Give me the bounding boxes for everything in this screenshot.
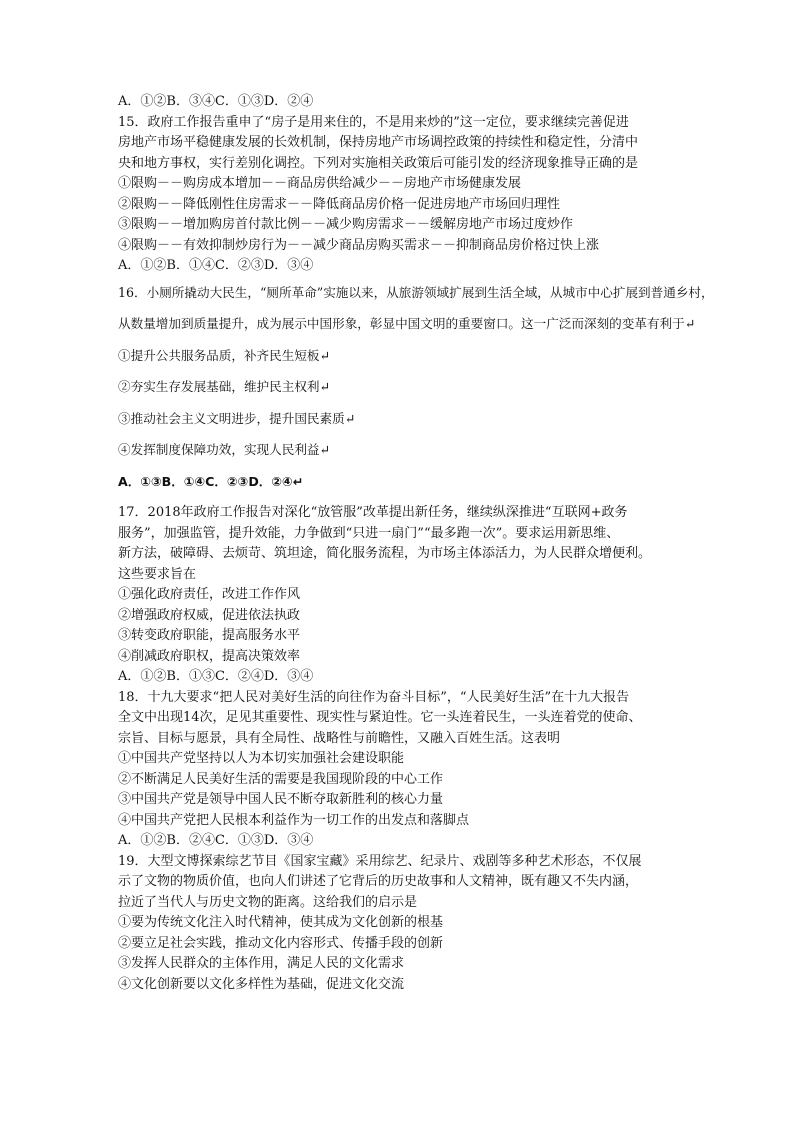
q18-stem-line: 全文中出现14次，足见其重要性、现实性与紧迫性。它一头连着民生，一头连着党的使命、 bbox=[118, 710, 642, 725]
q16-item-4: ④发挥制度保障功效，实现人民利益↵ bbox=[118, 442, 331, 457]
question-15 bbox=[118, 113, 718, 277]
q16-item-3: ③推动社会主义文明进步，提升国民素质↵ bbox=[118, 410, 356, 426]
q18-options: A．①②B．②④C．①③D．③④ bbox=[118, 833, 314, 848]
q18-item-2: ②不断满足人民美好生活的需要是我国现阶段的中心工作 bbox=[118, 771, 444, 787]
question-16 bbox=[118, 277, 718, 498]
q18-stem-line: 宗旨、目标与愿景，具有全局性、战略性与前瞻性，又融入百姓生活。这表明 bbox=[118, 730, 561, 746]
q16-stem-line: 从数量增加到质量提升，成为展示中国形象，彰显中国文明的重要窗口。这一广泛而深刻的变革有利于↵ bbox=[118, 316, 696, 331]
q15-stem-line: 央和地方事权，实行差别化调控。下列对实施相关政策后可能引发的经济现象推导正确的是 bbox=[118, 155, 639, 171]
q16-item-2: ②夯实生存发展基础，维护民主权利↵ bbox=[118, 379, 331, 394]
q17-item-1: ①强化政府责任，改进工作作风 bbox=[118, 587, 301, 602]
q19-stem-line: 19．大型文博探索综艺节目《国家宝藏》采用综艺、纪录片、戏剧等多种艺术形态，不仅展 bbox=[118, 853, 642, 869]
q19-item-3: ③发挥人民群众的主体作用，满足人民的文化需求 bbox=[118, 956, 405, 971]
q17-item-4: ④削减政府职权，提高决策效率 bbox=[118, 648, 301, 664]
q17-stem-line: 新方法，破障碍、去烦苛、筑坦途，简化服务流程，为市场主体添活力，为人民群众增便利。 bbox=[118, 546, 652, 561]
q19-item-4: ④文化创新要以文化多样性为基础，促进文化交流 bbox=[118, 976, 405, 992]
q17-item-3: ③转变政府职能，提高服务水平 bbox=[118, 628, 301, 643]
q18-item-3: ③中国共产党是领导中国人民不断夺取新胜利的核心力量 bbox=[118, 792, 444, 807]
q18-item-1: ①中国共产党坚持以人为本切实加强社会建设职能 bbox=[118, 751, 405, 766]
q19-item-1: ①要为传统文化注入时代精神，使其成为文化创新的根基 bbox=[118, 915, 444, 930]
q15-item-2: ②限购－－降低刚性住房需求－－降低商品房价格一促进房地产市场回归理性 bbox=[118, 196, 561, 212]
q17-stem-line: 17．2018年政府工作报告对深化“放管服”改革提出新任务，继续纵深推进“互联网+政务 bbox=[118, 505, 628, 520]
q19-stem-line: 拉近了当代人与历史文物的距离。这给我们的启示是 bbox=[118, 894, 418, 910]
q15-item-4: ④限购－－有效抑制炒房行为－－减少商品房购买需求－－抑制商品房价格过快上涨 bbox=[118, 237, 600, 253]
q15-stem-line: 房地产市场平稳健康发展的长效机制，保持房地产市场调控政策的持续性和稳定性，分清中 bbox=[118, 135, 639, 150]
q15-item-3: ③限购－－增加购房首付款比例－－减少购房需求－－缓解房地产市场过度炒作 bbox=[118, 217, 574, 232]
q17-stem-line: 服务”，加强监管，提升效能，力争做到“只进一扇门”“最多跑一次”。要求运用新思维、 bbox=[118, 525, 620, 541]
question-18 bbox=[118, 688, 718, 852]
q15-options: A．①②B．①④C．②③D．③④ bbox=[118, 258, 314, 273]
q15-stem-line: 15．政府工作报告重申了“房子是用来住的，不是用来炒的”这一定位，要求继续完善促进 bbox=[118, 114, 629, 130]
question-19 bbox=[118, 852, 718, 996]
q14-options: A．①②B．③④C．①③D．②④ bbox=[118, 94, 314, 109]
q18-item-4: ④中国共产党把人民根本利益作为一切工作的出发点和落脚点 bbox=[118, 812, 470, 828]
q16-options: A．①③B．①④C．②③D．②④↵ bbox=[118, 473, 304, 489]
question-17 bbox=[118, 503, 718, 688]
q18-stem-line: 18．十九大要求“把人民对美好生活的向往作为奋斗目标”，“人民美好生活”在十九大报告 bbox=[118, 689, 630, 705]
q17-stem-line: 这些要求旨在 bbox=[118, 566, 197, 582]
q15-item-1: ①限购－－购房成本增加－－商品房供给减少－－房地产市场健康发展 bbox=[118, 176, 522, 191]
q16-item-1: ①提升公共服务品质，补齐民生短板↵ bbox=[118, 347, 331, 363]
q16-stem-line: 16．小厕所撬动大民生，“厕所革命”实施以来，从旅游领域扩展到生活全域，从城市中心扩展到普通乡村， bbox=[118, 284, 714, 300]
exam-page bbox=[118, 92, 718, 995]
q19-stem-line: 示了文物的物质价值，也向人们讲述了它背后的历史故事和人文精神，既有趣又不失内涵， bbox=[118, 874, 639, 889]
q17-item-2: ②增强政府权威，促进依法执政 bbox=[118, 607, 301, 623]
q19-item-2: ②要立足社会实践，推动文化内容形式、传播手段的创新 bbox=[118, 935, 444, 951]
q17-options: A．①②B．①③C．②④D．③④ bbox=[118, 669, 314, 684]
